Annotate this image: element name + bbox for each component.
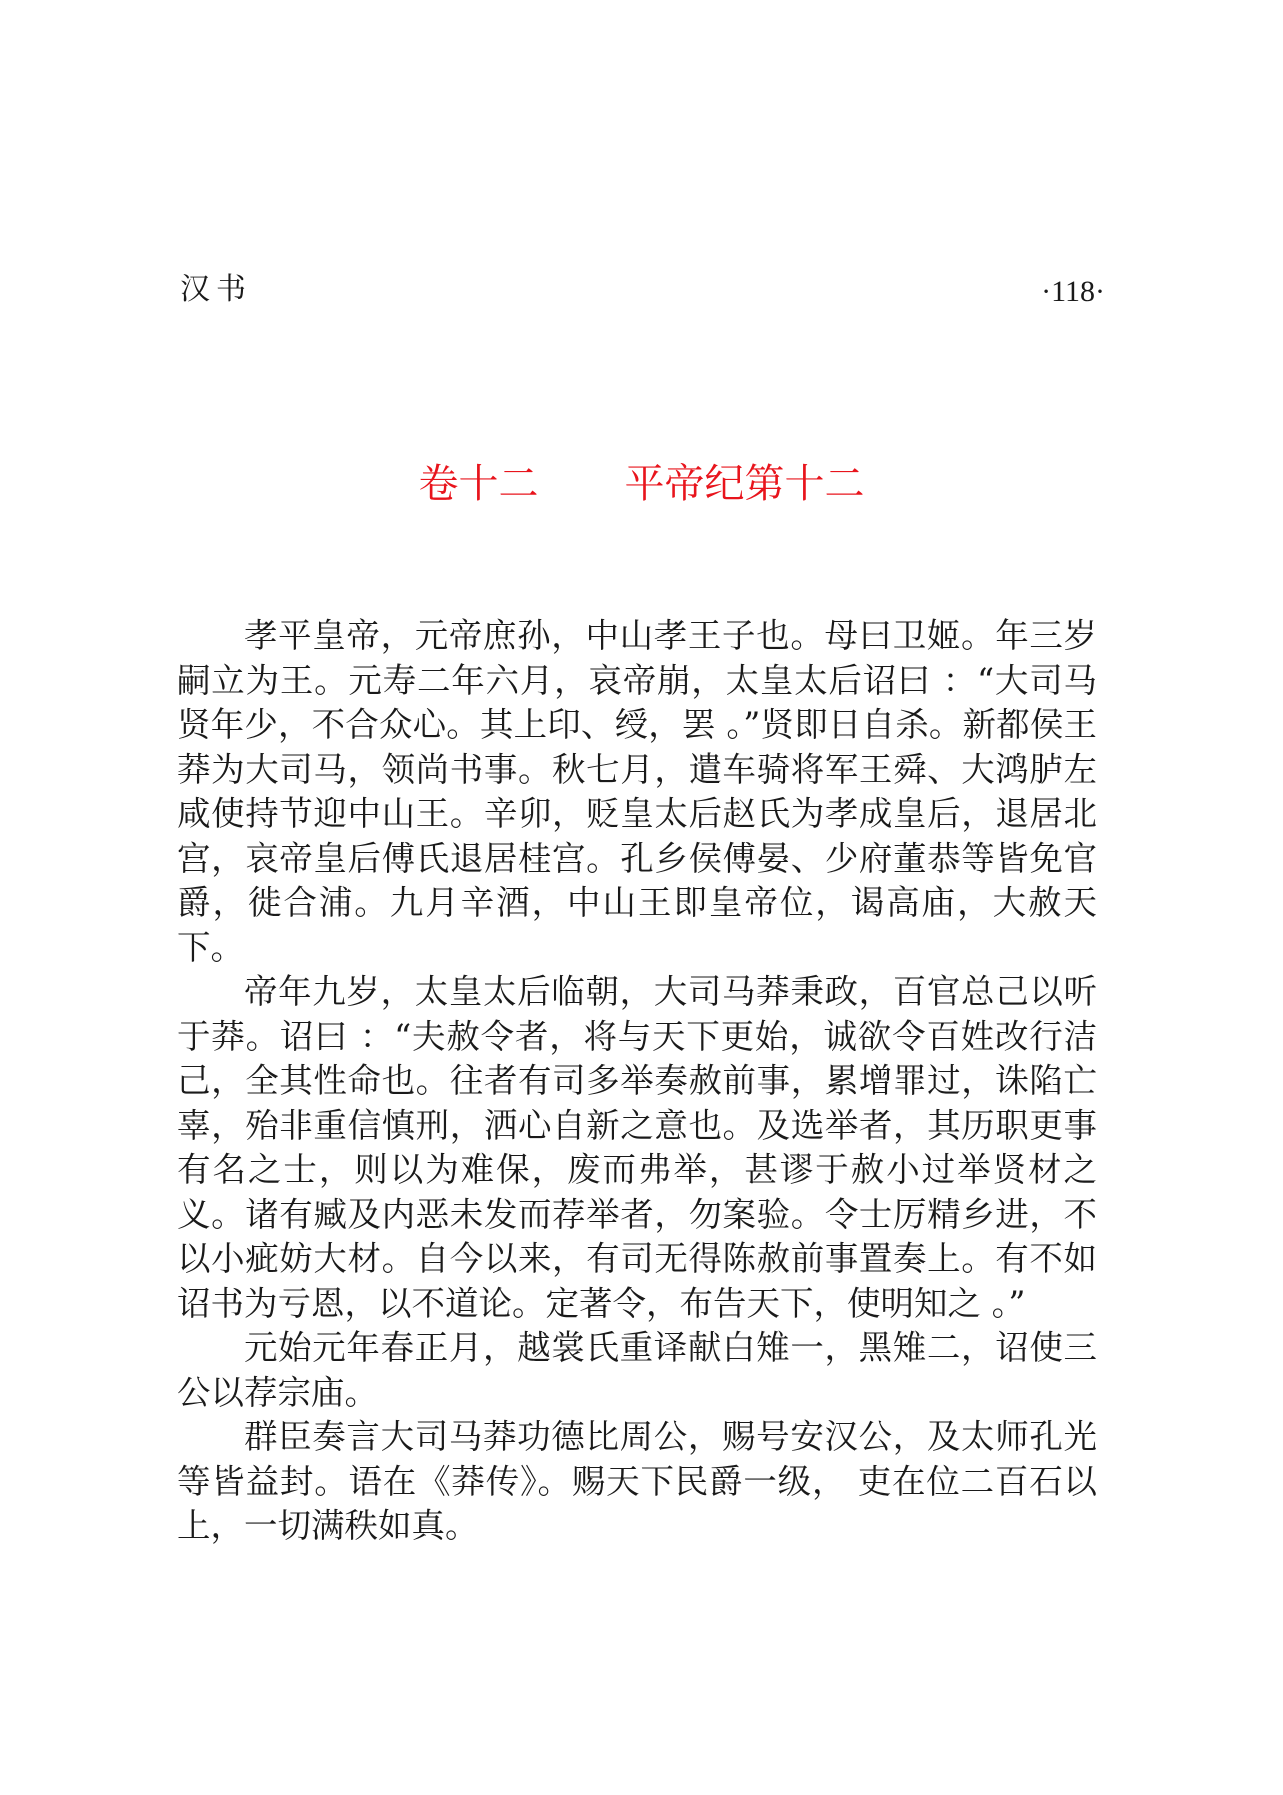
chapter-name: 平帝纪第十二: [624, 461, 865, 507]
paragraph: 元始元年春正月，越裳氏重译献白雉一，黑雉二，诏使三公以荐宗庙。: [177, 1328, 1097, 1412]
chapter-volume: 卷十二: [418, 461, 539, 507]
paragraph: 群臣奏言大司马莽功德比周公，赐号安汉公，及太师孔光等皆益封。语在《莽传》。赐天下民爵一级， 吏在位二百石以上，一切满秩如真。: [177, 1417, 1097, 1545]
paragraph: 孝平皇帝，元帝庶孙，中山孝王子也。母曰卫姬。年三岁嗣立为王。元寿二年六月，哀帝崩，太皇太后诏曰 ：“大司马贤年少，不合众心。其上印、绶，罢 。”贤即日自杀。新都侯王莽为大司马，领尚书事。秋七月，遣车骑将军王舜、大鸿胪左咸使持节迎中山王。辛卯，贬皇太后赵氏为孝成皇后，退居北宫，哀帝皇后傅氏退居桂宫。孔乡侯傅晏、少府董恭等皆免官爵，徙合浦。九月辛酒，中山王即皇帝位，谒高庙，大赦天下。: [177, 616, 1097, 967]
page-number: ·118·: [1041, 275, 1105, 308]
body-text: [177, 614, 1097, 1549]
book-title: 汉书: [180, 272, 252, 307]
chapter-title: [0, 456, 1283, 512]
paragraph: 帝年九岁，太皇太后临朝，大司马莽秉政，百官总己以听于莽。诏曰 ：“夫赦令者，将与天下更始，诚欲令百姓改行洁己，全其性命也。往者有司多举奏赦前事，累增罪过，诛陷亡辜，殆非重信慎刑，洒心自新之意也。及选举者，其历职更事有名之士，则以为难保，废而弗举，甚谬于赦小过举贤材之义。诸有臧及内恶未发而荐举者，勿案验。令士厉精乡进，不以小疵妨大材。自今以来，有司无得陈赦前事置奏上。有不如诏书为亏恩，以不道论。定著令，布告天下，使明知之 。”: [177, 972, 1097, 1323]
